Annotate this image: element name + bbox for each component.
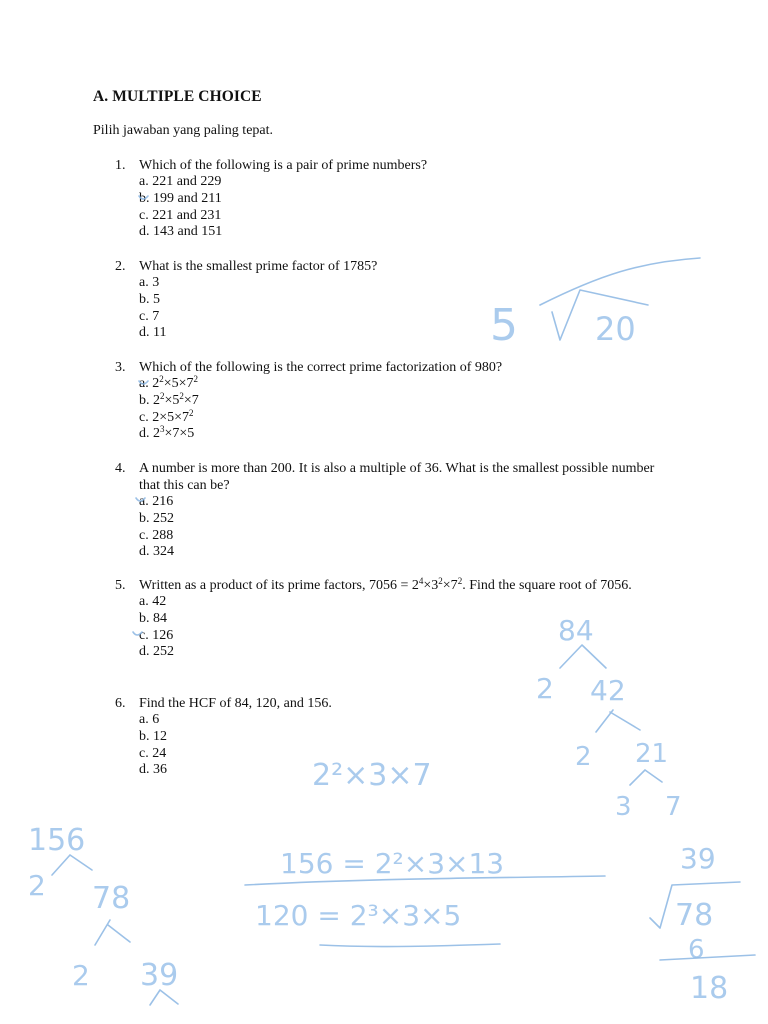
- option-d[interactable]: d. 143 and 151: [139, 224, 223, 240]
- option-expression: $2^2\times 5^2\times 7$: [153, 390, 199, 408]
- option-d[interactable]: d. 36: [139, 762, 167, 778]
- question-text: Which of the following is the correct prime factorization of 980?: [139, 360, 503, 375]
- handwritten-note: 2: [72, 959, 90, 992]
- option-label: c.: [139, 409, 153, 425]
- question-number: 1.: [115, 158, 126, 173]
- question-4: [115, 460, 675, 561]
- handwritten-note: 5: [490, 300, 518, 351]
- handwritten-note: 39: [680, 842, 716, 875]
- option-list: [139, 712, 675, 779]
- option-a[interactable]: a. 42: [139, 594, 167, 609]
- handwritten-note: 6: [688, 935, 705, 965]
- handwritten-note: 21: [635, 739, 669, 769]
- question-text: [139, 577, 675, 594]
- option-expression: $2^2\times 5\times 7^2$: [152, 374, 199, 391]
- question-6: [115, 695, 675, 779]
- handwritten-equation: 2²×3×7: [312, 758, 432, 793]
- question-expression: $2^4\times 3^2\times 7^2$: [411, 576, 463, 593]
- handwritten-note: 18: [690, 971, 729, 1006]
- question-number: 4.: [115, 461, 126, 476]
- option-b[interactable]: b. 5: [139, 291, 160, 307]
- instruction-text: Pilih jawaban yang paling tepat.: [93, 123, 274, 138]
- option-b[interactable]: b. 12: [139, 728, 167, 744]
- option-b[interactable]: b. 199 and 211: [139, 190, 222, 206]
- handwritten-note: 2: [575, 742, 592, 772]
- question-text: Find the HCF of 84, 120, and 156.: [139, 696, 332, 711]
- question-2: [115, 258, 675, 342]
- option-d[interactable]: [139, 426, 675, 443]
- option-list: [139, 594, 675, 661]
- option-list: [139, 376, 675, 443]
- option-c[interactable]: c. 24: [139, 745, 167, 761]
- option-d[interactable]: d. 252: [139, 644, 174, 660]
- handwritten-note: 2: [28, 869, 46, 902]
- option-list: [139, 494, 675, 561]
- question-number: 6.: [115, 696, 126, 711]
- option-b[interactable]: [139, 390, 675, 410]
- question-text: What is the smallest prime factor of 1785?: [139, 259, 378, 274]
- section-heading: A. MULTIPLE CHOICE: [93, 88, 262, 105]
- option-c[interactable]: c. 7: [139, 308, 160, 324]
- option-a[interactable]: a. 6: [139, 712, 160, 727]
- handwritten-note: 42: [590, 674, 626, 707]
- option-d[interactable]: d. 324: [139, 544, 174, 560]
- handwritten-note: 39: [140, 958, 179, 993]
- handwritten-note: 78: [675, 898, 714, 933]
- option-b[interactable]: b. 252: [139, 510, 174, 526]
- question-3: [115, 359, 675, 443]
- option-label: a.: [139, 376, 153, 391]
- handwritten-note: 156: [28, 823, 86, 858]
- question-5: [115, 577, 675, 661]
- option-c[interactable]: c. 221 and 231: [139, 207, 222, 223]
- option-a[interactable]: a. 216: [139, 494, 174, 509]
- question-1: [115, 157, 675, 241]
- handwritten-equation: 120 = 2³×3×5: [255, 899, 462, 932]
- handwritten-note: 3: [615, 792, 632, 822]
- option-list: [139, 174, 675, 241]
- option-label: d.: [139, 426, 153, 442]
- handwritten-note: 78: [92, 881, 131, 916]
- option-expression: $2\times 5\times 7^2$: [152, 407, 194, 425]
- option-a[interactable]: a. 3: [139, 275, 160, 290]
- handwritten-note: 7: [665, 792, 682, 822]
- option-label: b.: [139, 392, 153, 408]
- option-expression: $2^3\times 7\times 5$: [153, 424, 195, 442]
- option-d[interactable]: d. 11: [139, 325, 167, 341]
- question-number: 5.: [115, 578, 126, 593]
- option-a[interactable]: a. 221 and 229: [139, 174, 222, 189]
- question-text: A number is more than 200. It is also a multiple of 36. What is the smallest possible number that this can be?: [139, 461, 655, 493]
- option-c[interactable]: c. 288: [139, 527, 174, 543]
- option-c[interactable]: c. 126: [139, 627, 174, 643]
- option-b[interactable]: b. 84: [139, 610, 167, 626]
- question-number: 2.: [115, 259, 126, 274]
- handwritten-note: 84: [558, 614, 594, 647]
- question-text: Which of the following is a pair of prime numbers?: [139, 158, 428, 173]
- question-text-before: Written as a product of its prime factors, 7056 =: [139, 578, 412, 593]
- option-list: [139, 275, 675, 342]
- question-text-after: . Find the square root of 7056.: [462, 578, 632, 593]
- option-a[interactable]: [139, 376, 675, 393]
- handwritten-note: 2: [536, 672, 554, 705]
- option-c[interactable]: [139, 407, 675, 427]
- question-number: 3.: [115, 360, 126, 375]
- handwritten-note: 20: [595, 310, 636, 348]
- handwritten-equation: 156 = 2²×3×13: [280, 847, 505, 880]
